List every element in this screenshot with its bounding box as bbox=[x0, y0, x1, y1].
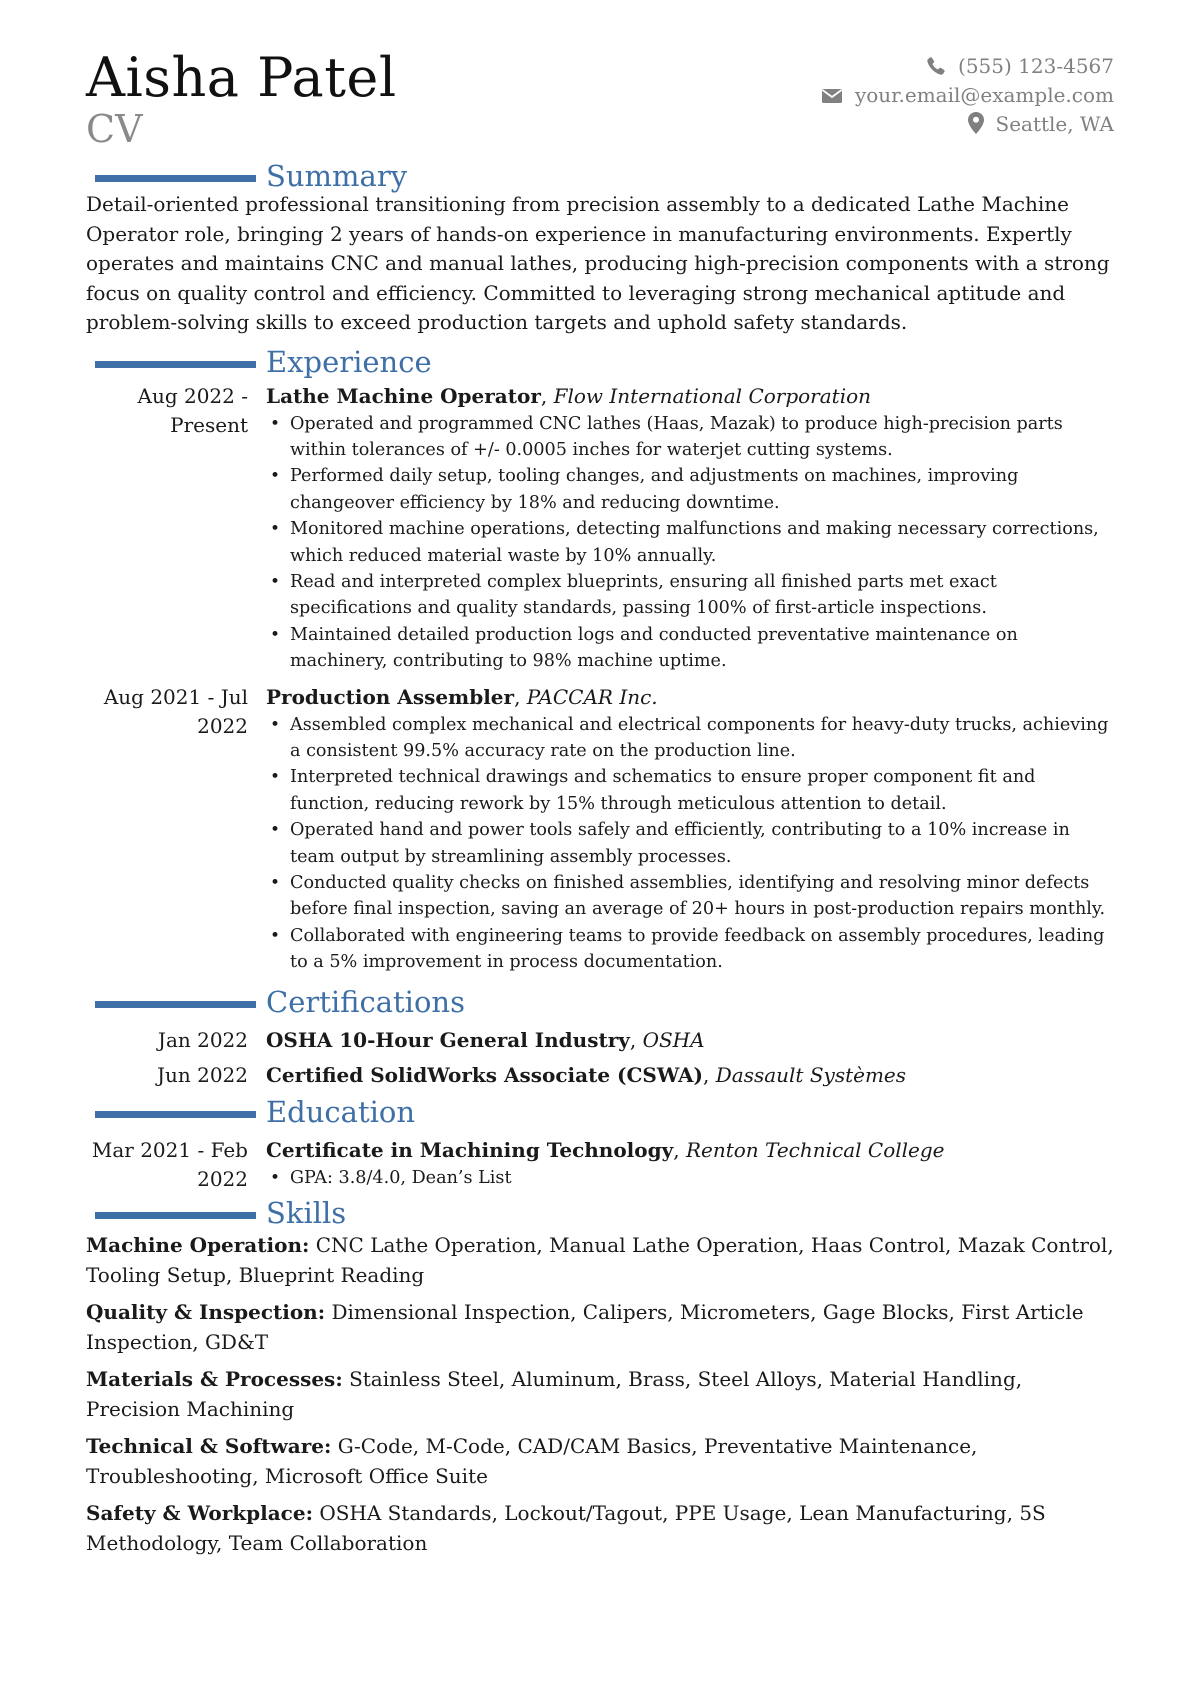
contact-email bbox=[821, 81, 1114, 110]
document-subtitle: CV bbox=[86, 107, 143, 151]
date-line: 2022 bbox=[197, 713, 248, 738]
skill-label: Quality & Inspection: bbox=[86, 1300, 326, 1325]
skill-group bbox=[86, 1432, 1114, 1491]
experience-section-header bbox=[86, 344, 1114, 380]
bullet-item: • Conducted quality checks on finished assemblies, identifying and resolving minor defects before final inspection, saving an average of 20+ hours in post-production repairs monthly. bbox=[266, 870, 1114, 923]
experience-entry bbox=[86, 382, 1114, 675]
entry-body bbox=[266, 683, 1114, 976]
skill-values: G-Code, M-Code, CAD/CAM Basics, Preventative Maintenance, Troubleshooting, Microsoft Office Suite bbox=[86, 1434, 978, 1488]
entry-body bbox=[266, 1026, 1114, 1055]
job-role: Lathe Machine Operator bbox=[266, 383, 541, 408]
skill-group bbox=[86, 1499, 1114, 1558]
education-section-header bbox=[86, 1094, 1114, 1130]
cert-org: OSHA bbox=[642, 1027, 705, 1052]
date-line: Aug 2022 - bbox=[137, 383, 248, 408]
entry-date: Jan 2022 bbox=[157, 1027, 248, 1052]
bullet-item: • Operated and programmed CNC lathes (Haas, Mazak) to produce high-precision parts within tolerances of +/- 0.0005 inches for waterjet cutting systems. bbox=[266, 411, 1114, 464]
phone-text: (555) 123-4567 bbox=[958, 54, 1114, 78]
summary-title: Summary bbox=[266, 159, 408, 193]
cert-org: Dassault Systèmes bbox=[715, 1062, 907, 1087]
entry-date bbox=[86, 683, 248, 741]
education-title: Education bbox=[266, 1094, 416, 1129]
bullet-item: • Operated hand and power tools safely and efficiently, contributing to a 10% increase in team output by streamlining assembly processes. bbox=[266, 817, 1114, 870]
skill-values: Dimensional Inspection, Calipers, Micrometers, Gage Blocks, First Article Inspection, GD&T bbox=[86, 1300, 1084, 1354]
section-rule bbox=[95, 1111, 256, 1118]
skills-title: Skills bbox=[266, 1196, 347, 1231]
job-bullets bbox=[266, 712, 1114, 976]
skill-group bbox=[86, 1298, 1114, 1357]
skill-label: Machine Operation: bbox=[86, 1233, 310, 1258]
entry-title: Certified SolidWorks Associate (CSWA), Dassault Systèmes bbox=[266, 1062, 907, 1087]
skill-label: Materials & Processes: bbox=[86, 1367, 343, 1392]
map-pin-icon bbox=[968, 112, 984, 134]
contact-phone bbox=[821, 52, 1114, 81]
certifications-title: Certifications bbox=[266, 984, 465, 1019]
bullet-item: • Performed daily setup, tooling changes, and adjustments on machines, improving changeover efficiency by 18% and reducing downtime. bbox=[266, 463, 1114, 516]
date-line: Aug 2021 - Jul bbox=[103, 684, 248, 709]
entry-title: Lathe Machine Operator, Flow International Corporation bbox=[266, 383, 872, 408]
location-text: Seattle, WA bbox=[995, 112, 1114, 136]
skill-values: OSHA Standards, Lockout/Tagout, PPE Usage, Lean Manufacturing, 5S Methodology, Team Collaboration bbox=[86, 1501, 1046, 1555]
bullet-item: • Collaborated with engineering teams to provide feedback on assembly procedures, leading to a 5% improvement in process documentation. bbox=[266, 923, 1114, 976]
entry-body bbox=[266, 1136, 1114, 1191]
certification-entry bbox=[86, 1026, 1114, 1055]
section-rule bbox=[95, 361, 256, 368]
education-entry bbox=[86, 1136, 1114, 1191]
job-org: PACCAR Inc. bbox=[526, 684, 658, 709]
contact-block bbox=[821, 52, 1114, 139]
bullet-item: • Maintained detailed production logs and conducted preventative maintenance on machinery, contributing to 98% machine uptime. bbox=[266, 622, 1114, 675]
experience-title: Experience bbox=[266, 344, 432, 379]
bullet-item: • Monitored machine operations, detecting malfunctions and making necessary corrections, which reduced material waste by 10% annually. bbox=[266, 516, 1114, 569]
date-line: 2022 bbox=[197, 1166, 248, 1191]
phone-icon bbox=[926, 56, 946, 76]
entry-date: Jun 2022 bbox=[156, 1062, 248, 1087]
bullet-item: • Assembled complex mechanical and electrical components for heavy-duty trucks, achieving a consistent 99.5% accuracy rate on the production line. bbox=[266, 712, 1114, 765]
bullet-item: • Read and interpreted complex blueprints, ensuring all finished parts met exact specifications and quality standards, passing 100% of first-article inspections. bbox=[266, 569, 1114, 622]
skill-values: Stainless Steel, Aluminum, Brass, Steel Alloys, Material Handling, Precision Machining bbox=[86, 1367, 1023, 1421]
cert-name: Certified SolidWorks Associate (CSWA) bbox=[266, 1062, 704, 1087]
experience-entry bbox=[86, 683, 1114, 976]
school-name: Renton Technical College bbox=[685, 1137, 945, 1162]
date-line: Present bbox=[170, 412, 248, 437]
entry-title: OSHA 10-Hour General Industry, OSHA bbox=[266, 1027, 705, 1052]
resume-header bbox=[86, 48, 1114, 158]
section-rule bbox=[95, 1212, 256, 1219]
skill-group bbox=[86, 1365, 1114, 1424]
cert-name: OSHA 10-Hour General Industry bbox=[266, 1027, 630, 1052]
bullet-item: • Interpreted technical drawings and schematics to ensure proper component fit and function, reducing rework by 15% through meticulous attention to detail. bbox=[266, 764, 1114, 817]
certifications-section-header bbox=[86, 984, 1114, 1020]
degree-name: Certificate in Machining Technology bbox=[266, 1137, 674, 1162]
entry-title: Production Assembler, PACCAR Inc. bbox=[266, 684, 658, 709]
entry-date bbox=[86, 382, 248, 440]
candidate-name: Aisha Patel bbox=[86, 46, 397, 109]
section-rule bbox=[95, 1001, 256, 1008]
skill-label: Technical & Software: bbox=[86, 1434, 332, 1459]
envelope-icon bbox=[821, 87, 843, 105]
summary-text: Detail-oriented professional transitioning from precision assembly to a dedicated Lathe Machine Operator role, bringing 2 years of hands-on experience in manufacturing environments. Expertly operates and maintains CNC and manual lathes, producing high-precision components with a strong focus on quality control and efficiency. Committed to leveraging strong mechanical aptitude and problem-solving skills to exceed production targets and uphold safety standards. bbox=[86, 192, 1110, 334]
education-bullets bbox=[266, 1165, 1114, 1191]
summary-section-header bbox=[86, 158, 1114, 194]
entry-body bbox=[266, 382, 1114, 675]
resume-page bbox=[86, 48, 1114, 1566]
skill-group bbox=[86, 1231, 1114, 1290]
date-line: Mar 2021 - Feb bbox=[91, 1137, 248, 1162]
job-bullets bbox=[266, 411, 1114, 675]
entry-date bbox=[86, 1136, 248, 1194]
skill-values: CNC Lathe Operation, Manual Lathe Operation, Haas Control, Mazak Control, Tooling Setup, Blueprint Reading bbox=[86, 1233, 1114, 1287]
bullet-item: • GPA: 3.8/4.0, Dean’s List bbox=[266, 1165, 1114, 1191]
certification-entry bbox=[86, 1061, 1114, 1090]
entry-title: Certificate in Machining Technology, Renton Technical College bbox=[266, 1137, 945, 1162]
contact-location bbox=[821, 110, 1114, 139]
job-role: Production Assembler bbox=[266, 684, 515, 709]
email-text: your.email@example.com bbox=[854, 83, 1114, 107]
skill-label: Safety & Workplace: bbox=[86, 1501, 313, 1526]
entry-body bbox=[266, 1061, 1114, 1090]
section-rule bbox=[95, 175, 256, 182]
skills-section-header bbox=[86, 1195, 1114, 1231]
job-org: Flow International Corporation bbox=[553, 383, 872, 408]
